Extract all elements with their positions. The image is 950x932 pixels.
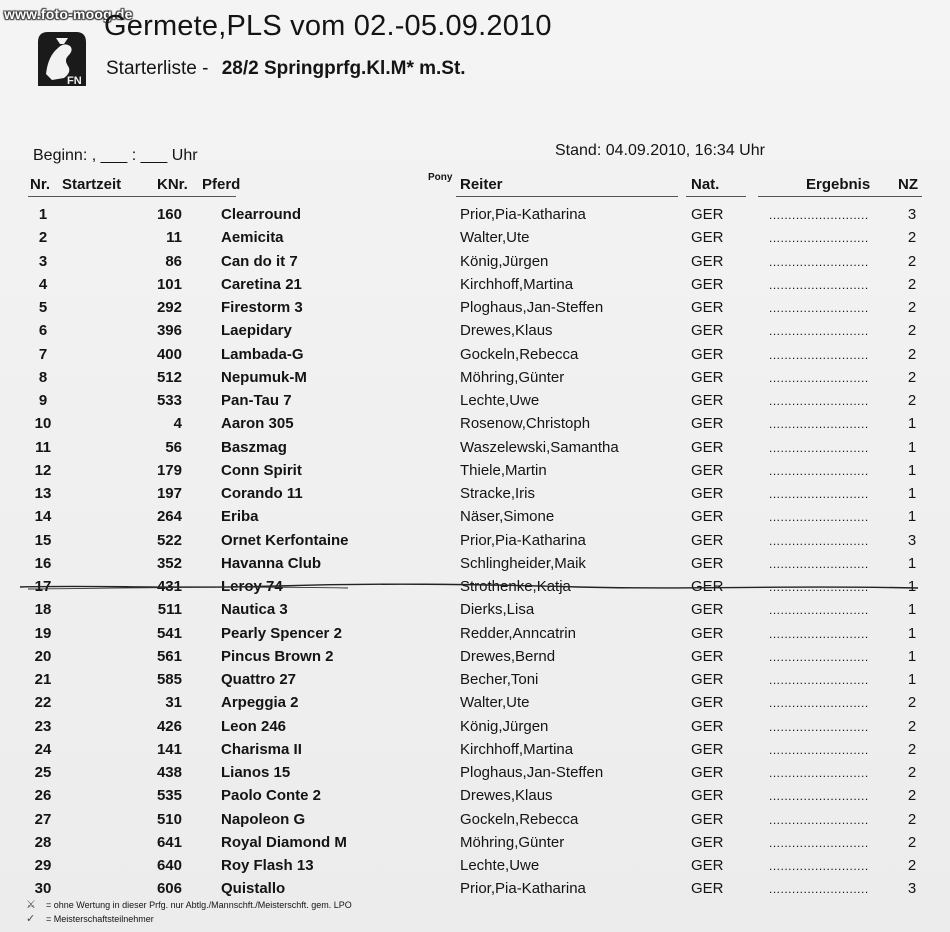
cell-nation: GER — [691, 554, 724, 572]
cell-horse: Baszmag — [221, 438, 287, 456]
cell-nr: 28 — [34, 833, 52, 851]
cell-nr: 24 — [34, 740, 52, 758]
cell-rider: Schlingheider,Maik — [460, 554, 586, 572]
cell-knr: 438 — [156, 764, 182, 781]
fn-logo-icon — [34, 28, 90, 90]
cell-horse: Napoleon G — [221, 810, 306, 828]
cell-nz: 2 — [907, 833, 917, 851]
cell-result: .......................... — [769, 673, 869, 687]
cell-nr: 5 — [38, 299, 48, 316]
cell-rider: Kirchhoff,Martina — [460, 275, 574, 293]
cell-rider: Lechte,Uwe — [460, 857, 540, 874]
cell-result: .......................... — [769, 649, 869, 664]
cell-nr: 1 — [38, 206, 48, 223]
cell-nation: GER — [691, 229, 724, 247]
cell-result: .......................... — [769, 440, 869, 455]
cell-knr: 606 — [156, 880, 182, 898]
cell-nz: 2 — [907, 764, 917, 781]
cell-rider: Thiele,Martin — [460, 461, 547, 479]
cell-nr: 4 — [38, 275, 48, 293]
subtitle-prefix: Starterliste - — [106, 58, 209, 79]
table-row — [0, 601, 950, 624]
cell-rider: Stracke,Iris — [460, 485, 536, 502]
header-divider — [28, 196, 236, 197]
cell-knr: 101 — [156, 275, 182, 293]
table-row — [0, 764, 950, 787]
cell-knr: 292 — [156, 299, 182, 316]
cell-knr: 641 — [156, 833, 182, 851]
cell-knr: 4 — [173, 415, 182, 433]
cell-rider: Prior,Pia-Katharina — [460, 206, 586, 223]
cell-result: .......................... — [769, 719, 869, 734]
cell-nz: 2 — [907, 299, 917, 316]
table-row — [0, 694, 950, 717]
cell-nr: 12 — [34, 461, 52, 479]
cell-nr: 10 — [34, 415, 52, 433]
header-divider — [686, 196, 746, 197]
legend-item — [26, 898, 352, 911]
cell-nz: 1 — [907, 671, 917, 688]
cell-knr: 141 — [156, 740, 182, 758]
cell-horse: Clearround — [221, 206, 302, 223]
logo-text: FN — [67, 75, 82, 87]
cell-knr: 585 — [156, 671, 182, 688]
cell-rider: Ploghaus,Jan-Steffen — [460, 764, 604, 781]
cell-nation: GER — [691, 508, 724, 526]
header-knr: KNr. — [157, 176, 188, 193]
table-row — [0, 508, 950, 531]
cell-knr: 510 — [156, 810, 182, 828]
cell-nation: GER — [691, 368, 724, 386]
cell-rider: Drewes,Bernd — [460, 647, 556, 665]
table-row — [0, 485, 950, 508]
cell-nr: 29 — [34, 857, 52, 874]
cell-nz: 2 — [907, 717, 917, 735]
cell-horse: Leroy 74 — [221, 578, 283, 595]
cell-result: .......................... — [769, 789, 869, 804]
header-reiter: Reiter — [460, 176, 503, 193]
cell-nation: GER — [691, 857, 724, 874]
cell-result: .......................... — [769, 370, 869, 385]
cell-horse: Pan-Tau 7 — [221, 392, 292, 409]
cell-result: .......................... — [769, 882, 869, 897]
table-row — [0, 532, 950, 555]
cell-nz: 2 — [907, 275, 917, 293]
cell-nr: 25 — [34, 764, 52, 781]
cell-nation: GER — [691, 717, 724, 735]
cell-rider: Möhring,Günter — [460, 833, 565, 851]
cell-rider: Walter,Ute — [460, 229, 530, 247]
cell-knr: 512 — [156, 368, 182, 386]
cell-nation: GER — [691, 578, 724, 595]
cell-nz: 2 — [907, 252, 917, 270]
cell-nr: 2 — [38, 229, 48, 247]
cell-nation: GER — [691, 252, 724, 270]
cell-rider: Strothenke,Katja — [460, 578, 571, 595]
cell-nation: GER — [691, 299, 724, 316]
cell-horse: Caretina 21 — [221, 275, 302, 293]
cell-result: .......................... — [769, 696, 869, 711]
cell-nation: GER — [691, 345, 724, 363]
cell-nation: GER — [691, 438, 724, 456]
cell-result: .......................... — [769, 510, 869, 525]
cell-nz: 3 — [907, 206, 917, 223]
cell-horse: Can do it 7 — [221, 252, 298, 270]
cell-knr: 640 — [156, 857, 182, 874]
cell-rider: Drewes,Klaus — [460, 322, 553, 340]
cell-rider: Kirchhoff,Martina — [460, 740, 574, 758]
cell-knr: 56 — [165, 438, 182, 456]
page-title: Germete,PLS vom 02.-05.09.2010 — [104, 10, 552, 42]
cell-nz: 2 — [907, 345, 917, 363]
cell-nation: GER — [691, 880, 724, 898]
header-divider — [456, 196, 678, 197]
cell-horse: Nepumuk-M — [221, 368, 307, 386]
table-row — [0, 253, 950, 276]
table-row — [0, 299, 950, 322]
cell-rider: Möhring,Günter — [460, 368, 565, 386]
cell-nation: GER — [691, 485, 724, 502]
cell-rider: Lechte,Uwe — [460, 392, 540, 409]
cell-rider: Walter,Ute — [460, 694, 530, 712]
watermark: www.foto-moog.de — [4, 6, 133, 22]
cell-rider: Dierks,Lisa — [460, 601, 535, 619]
cell-result: .......................... — [769, 394, 869, 408]
cell-rider: Redder,Anncatrin — [460, 624, 576, 642]
cell-nz: 2 — [907, 694, 917, 712]
cell-horse: Royal Diamond M — [221, 833, 347, 851]
cell-nr: 30 — [34, 880, 52, 898]
cell-nz: 2 — [907, 322, 917, 340]
cell-nation: GER — [691, 322, 724, 340]
header-nr: Nr. — [30, 176, 51, 193]
cell-horse: Conn Spirit — [221, 461, 302, 479]
table-row — [0, 857, 950, 880]
cell-result: .......................... — [769, 347, 869, 362]
crossed-swords-icon: ⚔ — [26, 899, 36, 911]
cell-rider: Prior,Pia-Katharina — [460, 880, 586, 898]
cell-result: .......................... — [769, 603, 869, 618]
cell-rider: Waszelewski,Samantha — [460, 438, 619, 456]
cell-nr: 13 — [34, 485, 52, 502]
cell-rider: Näser,Simone — [460, 508, 555, 526]
table-row — [0, 369, 950, 392]
cell-knr: 396 — [156, 322, 182, 340]
cell-horse: Lambada-G — [221, 345, 304, 363]
cell-result: .......................... — [769, 301, 869, 315]
legend-text: = ohne Wertung in dieser Prfg. nur Abtlg./Mannschft./Meisterschft. gem. LPO — [46, 900, 352, 910]
cell-knr: 533 — [156, 392, 182, 409]
cell-nr: 20 — [34, 647, 52, 665]
cell-knr: 535 — [156, 787, 182, 805]
cell-nation: GER — [691, 787, 724, 805]
status-timestamp: Stand: 04.09.2010, 16:34 Uhr — [555, 142, 765, 159]
table-row — [0, 462, 950, 485]
table-row — [0, 787, 950, 810]
cell-nation: GER — [691, 392, 724, 409]
header-ergebnis: Ergebnis — [806, 176, 871, 193]
cell-nz: 1 — [907, 601, 917, 619]
cell-horse: Laepidary — [221, 322, 292, 340]
cell-horse: Aemicita — [221, 229, 284, 247]
cell-result: .......................... — [769, 626, 869, 641]
cell-result: .......................... — [769, 742, 869, 757]
cell-knr: 426 — [156, 717, 182, 735]
cell-result: .......................... — [769, 208, 869, 222]
table-row — [0, 322, 950, 345]
cell-nation: GER — [691, 206, 724, 223]
cell-knr: 352 — [156, 554, 182, 572]
table-row — [0, 206, 950, 229]
cell-nr: 14 — [34, 508, 52, 526]
cell-horse: Havanna Club — [221, 554, 322, 572]
cell-knr: 11 — [166, 229, 182, 247]
cell-nr: 11 — [35, 438, 51, 456]
cell-horse: Paolo Conte 2 — [221, 787, 322, 805]
table-row — [0, 811, 950, 834]
header-pony: Pony — [428, 172, 453, 183]
cell-knr: 264 — [156, 508, 182, 526]
cell-knr: 197 — [156, 485, 182, 502]
cell-rider: Rosenow,Christoph — [460, 415, 591, 433]
table-row — [0, 648, 950, 671]
cell-nz: 1 — [907, 508, 917, 526]
cell-horse: Quattro 27 — [221, 671, 297, 688]
cell-rider: Drewes,Klaus — [460, 787, 553, 805]
cell-horse: Ornet Kerfontaine — [221, 531, 349, 549]
checkmark-icon: ✓ — [26, 913, 36, 925]
cell-result: .......................... — [769, 417, 869, 432]
table-row — [0, 392, 950, 415]
cell-nr: 7 — [38, 345, 48, 363]
legend-text: = Meisterschaftsteilnehmer — [46, 914, 154, 924]
cell-nr: 27 — [34, 810, 52, 828]
cell-nz: 1 — [907, 438, 917, 456]
cell-result: .......................... — [769, 766, 869, 780]
page-subtitle — [106, 58, 466, 80]
cell-nr: 15 — [34, 531, 52, 549]
cell-nr: 6 — [38, 322, 48, 340]
cell-horse: Leon 246 — [221, 717, 287, 735]
cell-horse: Nautica 3 — [221, 601, 288, 619]
cell-nation: GER — [691, 624, 724, 642]
table-row — [0, 578, 950, 601]
table-row — [0, 276, 950, 299]
cell-nz: 1 — [907, 647, 917, 665]
cell-rider: Ploghaus,Jan-Steffen — [460, 299, 604, 316]
cell-nz: 1 — [907, 485, 917, 502]
cell-nr: 19 — [34, 624, 52, 642]
cell-nation: GER — [691, 601, 724, 619]
header-divider — [758, 196, 922, 197]
cell-result: .......................... — [769, 487, 869, 501]
cell-knr: 179 — [156, 461, 182, 479]
table-row — [0, 671, 950, 694]
cell-nz: 2 — [907, 810, 917, 828]
cell-horse: Firestorm 3 — [221, 299, 303, 316]
cell-rider: Prior,Pia-Katharina — [460, 531, 586, 549]
cell-nz: 1 — [907, 554, 917, 572]
table-row — [0, 625, 950, 648]
table-row — [0, 415, 950, 438]
cell-nz: 2 — [907, 740, 917, 758]
cell-knr: 160 — [156, 206, 182, 223]
cell-horse: Corando 11 — [221, 485, 303, 502]
cell-knr: 511 — [157, 601, 182, 619]
cell-nation: GER — [691, 764, 724, 781]
cell-nz: 2 — [907, 787, 917, 805]
cell-nz: 1 — [907, 624, 917, 642]
cell-nation: GER — [691, 415, 724, 433]
cell-nation: GER — [691, 694, 724, 712]
cell-nz: 2 — [907, 857, 917, 874]
cell-nation: GER — [691, 531, 724, 549]
table-row — [0, 229, 950, 252]
cell-knr: 86 — [165, 252, 182, 270]
cell-rider: König,Jürgen — [460, 717, 549, 735]
cell-nz: 1 — [907, 461, 917, 479]
cell-horse: Lianos 15 — [221, 764, 291, 781]
cell-knr: 541 — [156, 624, 182, 642]
table-row — [0, 346, 950, 369]
header-startzeit: Startzeit — [62, 176, 122, 193]
cell-rider: König,Jürgen — [460, 252, 549, 270]
competition-name: 28/2 Springprfg.Kl.M* m.St. — [221, 58, 466, 79]
cell-nation: GER — [691, 275, 724, 293]
cell-nr: 23 — [34, 717, 52, 735]
cell-horse: Charisma II — [221, 740, 302, 758]
cell-result: .......................... — [769, 277, 869, 292]
cell-result: .......................... — [769, 324, 869, 339]
cell-horse: Quistallo — [221, 880, 286, 898]
cell-nz: 2 — [907, 229, 917, 247]
cell-result: .......................... — [769, 533, 869, 548]
cell-nation: GER — [691, 810, 724, 828]
cell-nr: 21 — [34, 671, 52, 688]
cell-knr: 431 — [156, 578, 182, 595]
cell-nation: GER — [691, 671, 724, 688]
table-row — [0, 834, 950, 857]
cell-nr: 16 — [34, 554, 52, 572]
header-pferd: Pferd — [202, 176, 241, 193]
cell-nr: 9 — [38, 392, 48, 409]
cell-nation: GER — [691, 833, 724, 851]
cell-nz: 3 — [907, 880, 917, 898]
cell-nr: 8 — [38, 368, 48, 386]
table-row — [0, 718, 950, 741]
table-row — [0, 439, 950, 462]
cell-nr: 22 — [34, 694, 52, 712]
cell-result: .......................... — [769, 231, 869, 246]
cell-result: .......................... — [769, 556, 869, 571]
cell-knr: 31 — [165, 694, 182, 712]
table-row — [0, 555, 950, 578]
cell-knr: 522 — [156, 531, 182, 549]
cell-nr: 26 — [34, 787, 52, 805]
cell-result: .......................... — [769, 835, 869, 850]
cell-result: .......................... — [769, 812, 869, 827]
cell-nation: GER — [691, 740, 724, 758]
cell-nr: 17 — [34, 578, 52, 595]
cell-result: .......................... — [769, 580, 869, 594]
header-nat: Nat. — [691, 176, 720, 193]
cell-result: .......................... — [769, 859, 869, 873]
cell-nr: 18 — [34, 601, 52, 619]
cell-rider: Gockeln,Rebecca — [460, 810, 579, 828]
cell-result: .......................... — [769, 463, 869, 478]
cell-nz: 1 — [907, 578, 917, 595]
header-nz: NZ — [898, 176, 918, 193]
cell-nation: GER — [691, 647, 724, 665]
start-time-field: Beginn: , ___ : ___ Uhr — [33, 147, 198, 164]
cell-nz: 3 — [907, 531, 917, 549]
cell-nz: 2 — [907, 392, 917, 409]
cell-nz: 2 — [907, 368, 917, 386]
cell-horse: Eriba — [221, 508, 259, 526]
cell-horse: Aaron 305 — [221, 415, 294, 433]
cell-horse: Pearly Spencer 2 — [221, 624, 342, 642]
cell-knr: 400 — [156, 345, 182, 363]
table-row — [0, 741, 950, 764]
cell-knr: 561 — [156, 647, 182, 665]
cell-result: .......................... — [769, 254, 869, 269]
cell-rider: Gockeln,Rebecca — [460, 345, 579, 363]
cell-nr: 3 — [38, 252, 48, 270]
cell-rider: Becher,Toni — [460, 671, 539, 688]
cell-nation: GER — [691, 461, 724, 479]
cell-horse: Arpeggia 2 — [221, 694, 299, 712]
legend-item — [26, 912, 154, 925]
cell-horse: Pincus Brown 2 — [221, 647, 334, 665]
cell-nz: 1 — [907, 415, 917, 433]
cell-horse: Roy Flash 13 — [221, 857, 314, 874]
